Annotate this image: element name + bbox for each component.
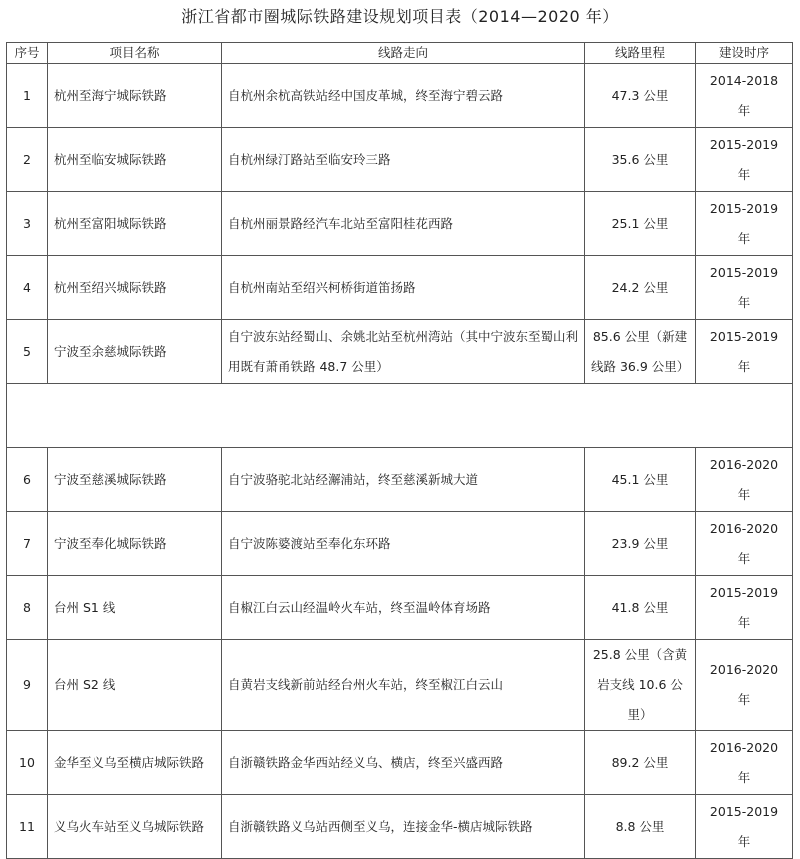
header-no: 序号 <box>7 43 48 64</box>
cell-length: 47.3 公里 <box>585 64 696 128</box>
cell-period: 2015-2019 年 <box>696 192 793 256</box>
cell-length: 45.1 公里 <box>585 448 696 512</box>
cell-period: 2015-2019 年 <box>696 128 793 192</box>
cell-no: 7 <box>7 512 48 576</box>
cell-length: 25.8 公里（含黄岩支线 10.6 公里） <box>585 640 696 731</box>
cell-period: 2014-2018 年 <box>696 64 793 128</box>
cell-name: 宁波至余慈城际铁路 <box>48 320 222 384</box>
cell-period: 2015-2019 年 <box>696 795 793 859</box>
cell-name: 义乌火车站至义乌城际铁路 <box>48 795 222 859</box>
header-name: 项目名称 <box>48 43 222 64</box>
table-row <box>7 795 793 859</box>
table-row <box>7 512 793 576</box>
table-row <box>7 640 793 731</box>
table-row <box>7 128 793 192</box>
cell-route: 自杭州绿汀路站至临安玲三路 <box>222 128 585 192</box>
cell-no: 5 <box>7 320 48 384</box>
cell-route: 自浙赣铁路义乌站西侧至义乌，连接金华-横店城际铁路 <box>222 795 585 859</box>
cell-no: 9 <box>7 640 48 731</box>
cell-name: 台州 S1 线 <box>48 576 222 640</box>
table-row <box>7 64 793 128</box>
cell-length: 41.8 公里 <box>585 576 696 640</box>
cell-route: 自宁波陈婆渡站至奉化东环路 <box>222 512 585 576</box>
cell-length: 24.2 公里 <box>585 256 696 320</box>
cell-no: 3 <box>7 192 48 256</box>
cell-length: 8.8 公里 <box>585 795 696 859</box>
header-period: 建设时序 <box>696 43 793 64</box>
table-row <box>7 320 793 384</box>
cell-name: 金华至义乌至横店城际铁路 <box>48 731 222 795</box>
table-row <box>7 731 793 795</box>
cell-no: 4 <box>7 256 48 320</box>
table-row <box>7 256 793 320</box>
cell-name: 杭州至富阳城际铁路 <box>48 192 222 256</box>
table-divider <box>7 384 793 448</box>
cell-route: 自椒江白云山经温岭火车站，终至温岭体育场路 <box>222 576 585 640</box>
cell-period: 2016-2020 年 <box>696 448 793 512</box>
cell-route: 自杭州丽景路经汽车北站至富阳桂花西路 <box>222 192 585 256</box>
cell-name: 宁波至奉化城际铁路 <box>48 512 222 576</box>
cell-route: 自杭州余杭高铁站经中国皮革城，终至海宁碧云路 <box>222 64 585 128</box>
cell-period: 2015-2019 年 <box>696 320 793 384</box>
cell-name: 杭州至绍兴城际铁路 <box>48 256 222 320</box>
cell-length: 89.2 公里 <box>585 731 696 795</box>
cell-period: 2016-2020 年 <box>696 512 793 576</box>
project-table <box>6 42 793 859</box>
header-route: 线路走向 <box>222 43 585 64</box>
table-row <box>7 576 793 640</box>
cell-name: 台州 S2 线 <box>48 640 222 731</box>
cell-name: 宁波至慈溪城际铁路 <box>48 448 222 512</box>
cell-length: 85.6 公里（新建线路 36.9 公里） <box>585 320 696 384</box>
page-title: 浙江省都市圈城际铁路建设规划项目表（2014—2020 年） <box>181 7 619 26</box>
table-row <box>7 448 793 512</box>
cell-no: 10 <box>7 731 48 795</box>
cell-length: 35.6 公里 <box>585 128 696 192</box>
cell-period: 2015-2019 年 <box>696 576 793 640</box>
cell-no: 2 <box>7 128 48 192</box>
cell-route: 自杭州南站至绍兴柯桥街道笛扬路 <box>222 256 585 320</box>
cell-route: 自宁波东站经蜀山、余姚北站至杭州湾站（其中宁波东至蜀山利用既有萧甬铁路 48.7 公里） <box>222 320 585 384</box>
table-header-row <box>7 43 793 64</box>
cell-route: 自宁波骆驼北站经澥浦站，终至慈溪新城大道 <box>222 448 585 512</box>
cell-period: 2016-2020 年 <box>696 731 793 795</box>
cell-length: 23.9 公里 <box>585 512 696 576</box>
cell-name: 杭州至海宁城际铁路 <box>48 64 222 128</box>
cell-period: 2015-2019 年 <box>696 256 793 320</box>
cell-period: 2016-2020 年 <box>696 640 793 731</box>
header-length: 线路里程 <box>585 43 696 64</box>
cell-no: 11 <box>7 795 48 859</box>
cell-no: 8 <box>7 576 48 640</box>
cell-no: 6 <box>7 448 48 512</box>
cell-no: 1 <box>7 64 48 128</box>
cell-route: 自黄岩支线新前站经台州火车站，终至椒江白云山 <box>222 640 585 731</box>
cell-length: 25.1 公里 <box>585 192 696 256</box>
cell-route: 自浙赣铁路金华西站经义乌、横店，终至兴盛西路 <box>222 731 585 795</box>
cell-name: 杭州至临安城际铁路 <box>48 128 222 192</box>
table-row <box>7 192 793 256</box>
